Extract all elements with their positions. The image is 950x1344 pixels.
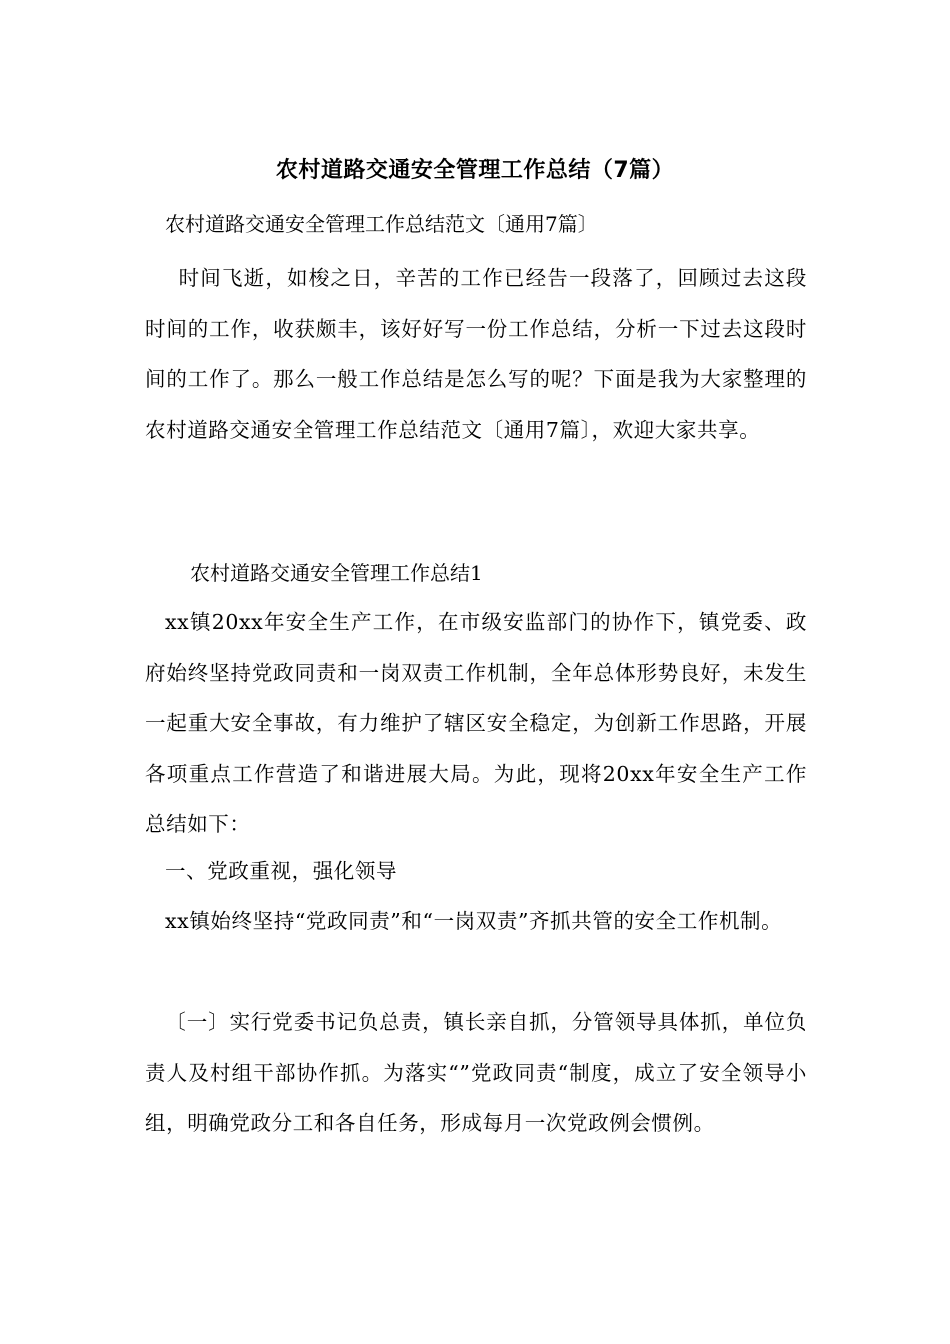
paragraph-1-text: xx镇20xx年安全生产工作，在市级安监部门的协作下，镇党委、政府始终坚持党政同责和一岗双责工作机制，全年总体形势良好，未发生一起重大安全事故，有力维护了辖区安全稳定，为创新工作思路，开展各项重点工作营造了和谐进展大局。为此，现将20xx年安全生产工作总结如下：: [145, 610, 807, 836]
intro-text: 时间飞逝，如梭之日，辛苦的工作已经告一段落了，回顾过去这段时间的工作，收获颇丰，该好好写一份工作总结，分析一下过去这段时间的工作了。那么一般工作总结是怎么写的呢？下面是我为大家整理的农村道路交通安全管理工作总结范文〔通用7篇〕，欢迎大家共享。: [145, 266, 807, 442]
section-heading: 农村道路交通安全管理工作总结1: [190, 561, 483, 585]
paragraph-2-text: xx镇始终坚持“党政同责”和“一岗双责”齐抓共管的安全工作机制。: [165, 909, 783, 933]
document-title: 农村道路交通安全管理工作总结（7篇）: [275, 158, 675, 183]
paragraph-3-text: 〔一〕实行党委书记负总责，镇长亲自抓，分管领导具体抓，单位负责人及村组干部协作抓。为落实“”党政同责“制度，成立了安全领导小组，明确党政分工和各自任务，形成每月一次党政例会惯例。: [145, 1010, 807, 1135]
document-subtitle: 农村道路交通安全管理工作总结范文〔通用7篇〕: [165, 212, 598, 236]
paragraph-2: [145, 896, 807, 947]
paragraph-1: [145, 597, 807, 850]
subheading-1: 一、党政重视，强化领导: [165, 859, 398, 883]
paragraph-3: [145, 997, 807, 1149]
intro-paragraph: [145, 253, 807, 455]
